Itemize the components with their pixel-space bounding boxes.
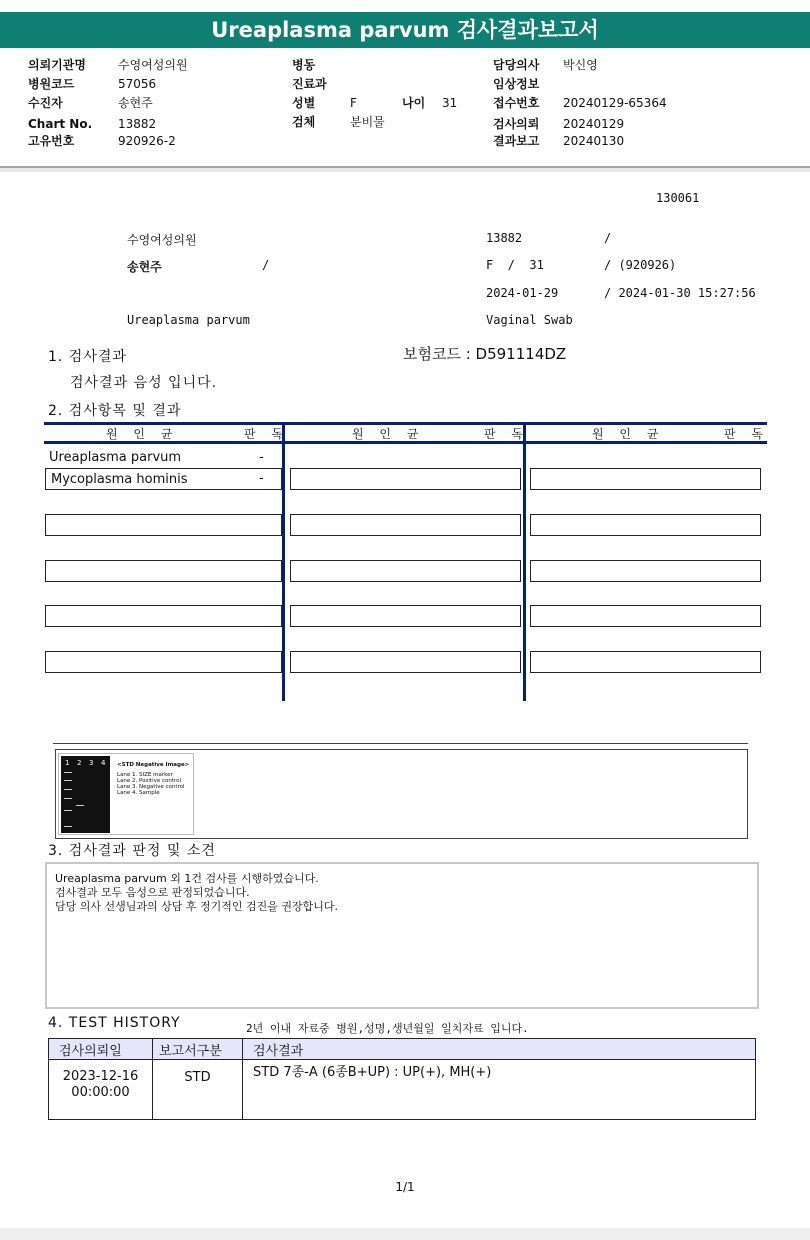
pathogen-name: Mycoplasma hominis xyxy=(51,472,188,487)
header-value: 20240129 xyxy=(563,117,625,131)
report-datetime: / 2024-01-30 15:27:56 xyxy=(604,286,756,300)
result-cell xyxy=(290,651,521,673)
gel-band xyxy=(64,789,72,790)
lane-label: 1 xyxy=(65,759,70,767)
history-result: STD 7종-A (6종B+UP) : UP(+), MH(+) xyxy=(243,1060,756,1120)
remarks-line: 담당 의사 선생님과의 상담 후 정기적인 검진을 권장합니다. xyxy=(55,900,338,913)
header-label: 검사의뢰 xyxy=(493,117,540,131)
history-row xyxy=(49,1060,756,1120)
lane-label: 3 xyxy=(89,759,94,767)
table-column-divider xyxy=(523,425,526,701)
result-cell xyxy=(45,605,282,627)
history-time: 00:00:00 xyxy=(71,1085,130,1100)
header-label: 결과보고 xyxy=(493,134,540,148)
section2-heading: 2. 검사항목 및 결과 xyxy=(48,403,182,419)
gel-band xyxy=(64,772,72,773)
gel-band xyxy=(64,780,72,781)
gel-band xyxy=(64,798,72,799)
header-value: 20240129-65364 xyxy=(563,96,667,110)
gel-caption-line: Lane 2. Positive control xyxy=(117,778,182,784)
result-cell xyxy=(45,514,282,536)
table-column-divider xyxy=(282,425,285,701)
header-label: 접수번호 xyxy=(493,96,540,110)
history-header: 검사결과 xyxy=(243,1039,756,1060)
gel-band xyxy=(76,805,84,806)
section1-result: 검사결과 음성 입니다. xyxy=(70,375,218,391)
chart-slash: / xyxy=(604,231,612,245)
col-header-pathogen: 원 인 균 xyxy=(352,427,425,441)
header-value: 수영여성의원 xyxy=(118,58,188,72)
history-header-row xyxy=(49,1039,756,1060)
header-value: 분비물 xyxy=(350,115,385,129)
birth-date: / (920926) xyxy=(604,258,677,272)
history-date: 2023-12-16 xyxy=(62,1069,139,1084)
result-cell xyxy=(290,468,521,490)
result-cell xyxy=(530,514,761,536)
header-label: 진료과 xyxy=(292,77,327,91)
gel-band xyxy=(64,826,72,827)
test-name: Ureaplasma parvum xyxy=(127,313,250,327)
header-value: 송현주 xyxy=(118,96,153,110)
report-code: 130061 xyxy=(656,191,700,205)
result-cell xyxy=(530,651,761,673)
section4-heading: 4. TEST HISTORY xyxy=(48,1015,181,1031)
page-number: 1/1 xyxy=(395,1180,415,1194)
header-label: Chart No. xyxy=(28,117,93,131)
gel-caption-line: Lane 4. Sample xyxy=(117,790,160,796)
header-label: 임상정보 xyxy=(493,77,540,91)
gel-top-rule xyxy=(53,743,748,744)
gel-band xyxy=(64,810,72,811)
result-cell xyxy=(530,560,761,582)
gel-caption xyxy=(117,762,189,796)
pathogen-name: Ureaplasma parvum xyxy=(49,450,182,465)
history-date-cell xyxy=(49,1060,153,1120)
sex-age: F / 31 xyxy=(486,258,544,272)
patient-slash: / xyxy=(262,258,270,272)
header-value: 박신영 xyxy=(563,58,598,72)
header-label: 성별 xyxy=(292,96,316,110)
header-label: 나이 xyxy=(402,96,426,110)
header-label: 병동 xyxy=(292,58,316,72)
result-cell xyxy=(45,560,282,582)
history-header: 검사의뢰일 xyxy=(49,1039,153,1060)
lane-label: 2 xyxy=(77,759,82,767)
section3-heading: 3. 검사결과 판정 및 소견 xyxy=(48,843,216,859)
result-cell xyxy=(530,468,761,490)
remarks-line: 검사결과 모두 음성으로 판정되었습니다. xyxy=(55,886,250,899)
header-value: 13882 xyxy=(118,117,157,131)
col-header-pathogen: 원 인 균 xyxy=(592,427,665,441)
gel-caption-line: Lane 3. Negative control xyxy=(117,784,185,790)
specimen-name: Vaginal Swab xyxy=(486,313,573,327)
pathogen-result: - xyxy=(259,450,264,465)
header-value: F xyxy=(350,96,357,110)
pathogen-result: - xyxy=(259,471,264,486)
receipt-date: 2024-01-29 xyxy=(486,286,559,300)
gel-photo xyxy=(61,756,110,833)
header-value: 31 xyxy=(442,96,458,110)
result-cell xyxy=(290,514,521,536)
col-header-judgement: 판 독 xyxy=(484,427,529,441)
history-header: 보고서구분 xyxy=(153,1039,243,1060)
footer-bar xyxy=(0,1228,810,1240)
gel-caption-title: <STD Negative Image> xyxy=(117,762,190,768)
header-label: 병원코드 xyxy=(28,77,75,91)
remarks-box xyxy=(45,862,759,1009)
hospital-name: 수영여성의원 xyxy=(127,233,197,247)
insurance-code: 보험코드 : D591114DZ xyxy=(403,345,567,363)
header-divider-shadow xyxy=(0,168,810,172)
result-cell xyxy=(290,605,521,627)
report-title: Ureaplasma parvum 검사결과보고서 xyxy=(0,12,810,48)
result-cell xyxy=(290,560,521,582)
header-label: 수진자 xyxy=(28,96,63,110)
lane-label: 4 xyxy=(101,759,106,767)
header-value: 57056 xyxy=(118,77,157,91)
header-label: 고유번호 xyxy=(28,134,75,148)
history-note: 2년 이내 자료중 병원,성명,생년월일 일치자료 입니다. xyxy=(246,1022,529,1035)
chart-number: 13882 xyxy=(486,231,523,245)
section1-heading: 1. 검사결과 xyxy=(48,349,127,365)
gel-caption-line: Lane 1. SIZE marker xyxy=(117,772,173,778)
result-cell xyxy=(45,651,282,673)
patient-name: 송현주 xyxy=(127,260,162,274)
header-value: 920926-2 xyxy=(118,134,176,148)
remarks-line: Ureaplasma parvum 외 1건 검사를 시행하였습니다. xyxy=(55,872,319,885)
history-type: STD xyxy=(153,1060,243,1120)
col-header-judgement: 판 독 xyxy=(724,427,769,441)
header-label: 의뢰기관명 xyxy=(28,58,86,72)
col-header-pathogen: 원 인 균 xyxy=(106,427,179,441)
header-label: 검체 xyxy=(292,115,316,129)
gel-image xyxy=(58,753,194,835)
header-label: 담당의사 xyxy=(493,58,540,72)
history-table xyxy=(48,1038,756,1120)
header-value: 20240130 xyxy=(563,134,625,148)
result-cell xyxy=(45,468,282,490)
result-cell xyxy=(530,605,761,627)
col-header-judgement: 판 독 xyxy=(244,427,289,441)
